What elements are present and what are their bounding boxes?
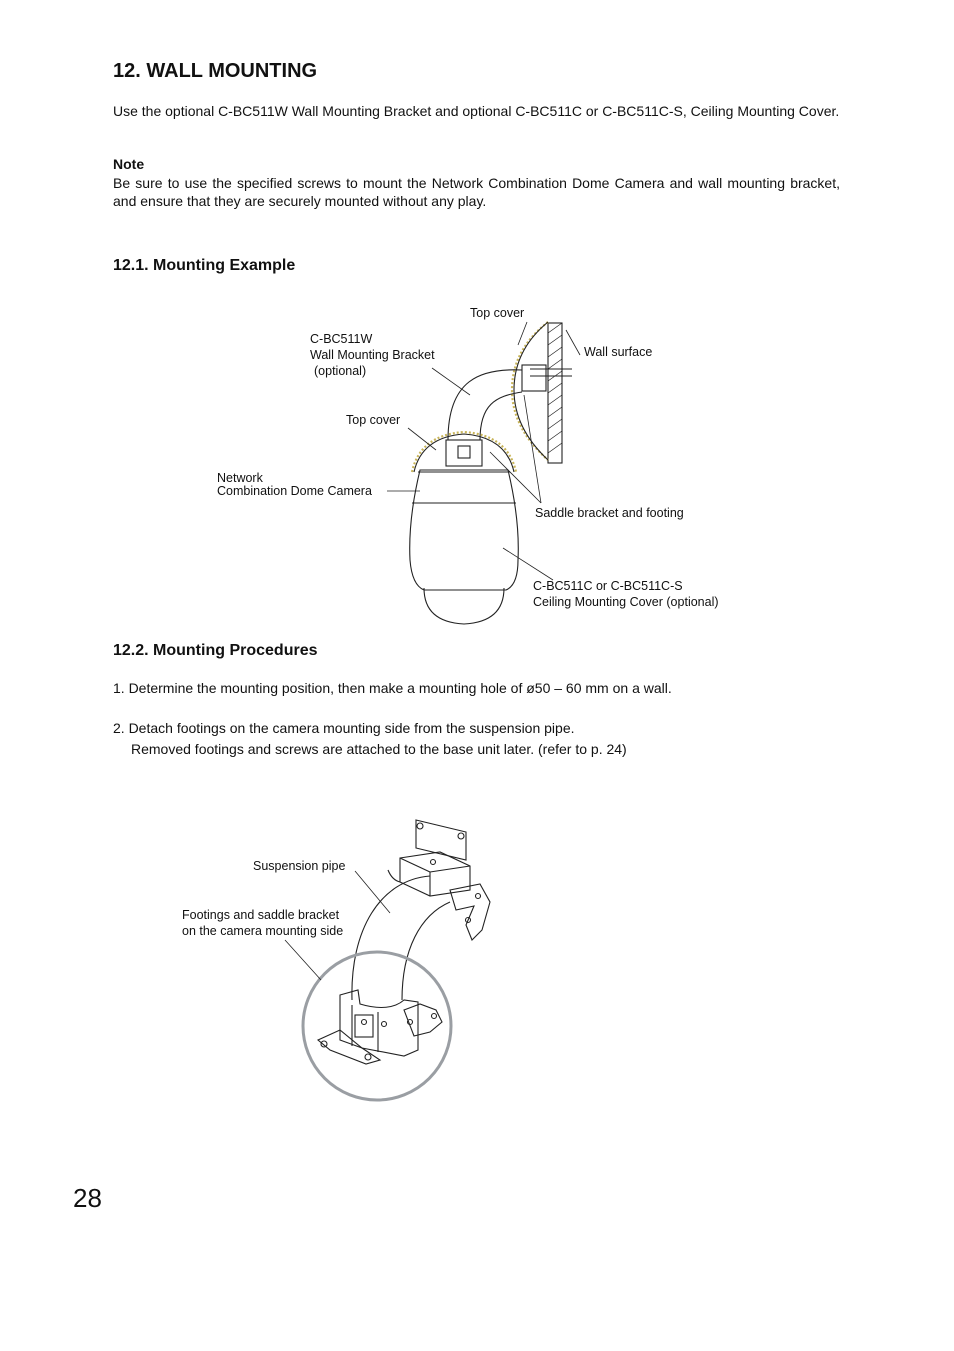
top-cover-label-1: Top cover <box>470 306 525 320</box>
note-heading: Note <box>113 156 145 172</box>
footings-label-line2: on the camera mounting side <box>182 924 344 938</box>
footings-label-line1: Footings and saddle bracket <box>182 908 340 922</box>
bracket-label-line2: Wall Mounting Bracket <box>310 348 435 362</box>
step-2-detail: Removed footings and screws are attached to the base unit later. (refer to p. 24) <box>131 741 627 757</box>
top-cover-label-2: Top cover <box>346 413 401 427</box>
step-1: 1. Determine the mounting position, then make a mounting hole of ø50 – 60 mm on a wall. <box>113 680 672 696</box>
cover-label-line2: Ceiling Mounting Cover (optional) <box>533 595 719 609</box>
bracket-label-line3: (optional) <box>314 364 367 378</box>
cover-label-line1: C-BC511C or C-BC511C-S <box>533 579 683 593</box>
mounting-example-heading: 12.1. Mounting Example <box>113 257 296 274</box>
wall-surface-label: Wall surface <box>584 345 653 359</box>
camera-label-line1: Network <box>217 471 263 485</box>
camera-label-line2: Combination Dome Camera <box>217 484 372 498</box>
bracket-label-line1: C-BC511W <box>310 332 373 346</box>
suspension-pipe-label: Suspension pipe <box>253 859 346 873</box>
intro-paragraph: Use the optional C-BC511W Wall Mounting Bracket and optional C-BC511C or C-BC511C-S, Ceiling Mounting Cover. <box>113 103 840 119</box>
saddle-label: Saddle bracket and footing <box>535 506 684 520</box>
detail-circle <box>303 952 451 1100</box>
page-number: 28 <box>73 1183 102 1213</box>
section-title: 12. WALL MOUNTING <box>113 60 318 82</box>
note-text: Be sure to use the specified screws to mount the Network Combination Dome Camera and wall mounting bracket, and ensure that they are securely mounted without any play. <box>113 175 840 209</box>
step-2: 2. Detach footings on the camera mounting side from the suspension pipe. <box>113 720 575 736</box>
mounting-procedures-heading: 12.2. Mounting Procedures <box>113 642 318 659</box>
